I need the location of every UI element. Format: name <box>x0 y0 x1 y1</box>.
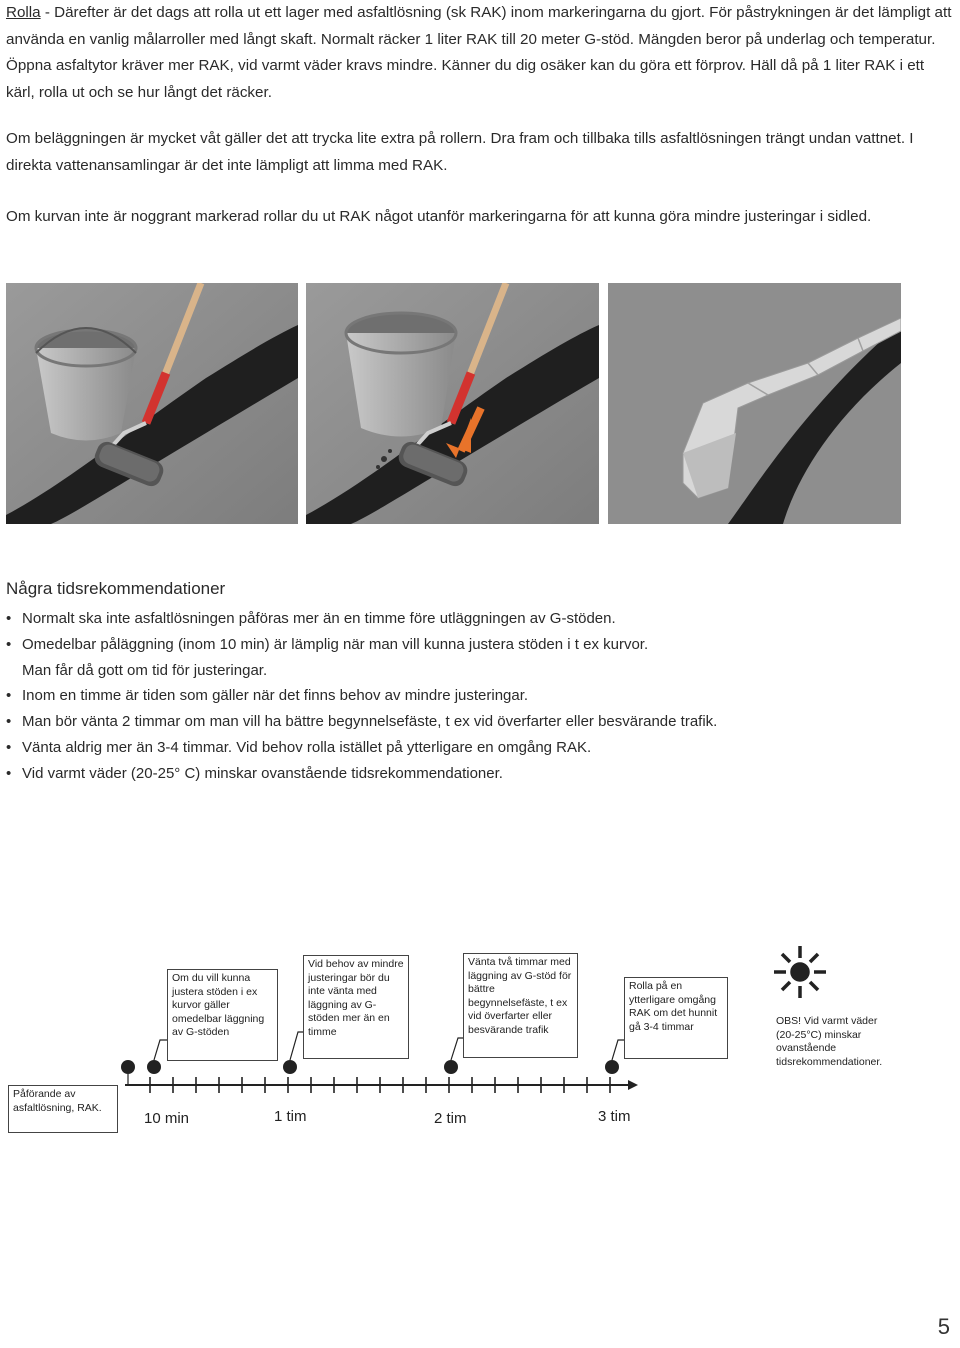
recommendations-list <box>6 606 954 787</box>
curb-support-illustration <box>608 283 901 524</box>
list-item-text: Man bör vänta 2 timmar om man vill ha bättre begynnelsefäste, t ex vid överfarter eller besvärande trafik. <box>22 713 718 731</box>
list-item <box>6 683 954 709</box>
list-item-text: Normalt ska inte asfaltlösningen påföras mer än en timme före utläggningen av G-stöden. <box>22 610 616 627</box>
list-item <box>6 709 954 735</box>
callout-one-hour: Vid behov av mindre justeringar bör du inte vänta med läggning av G-stöden mer än en timme <box>303 955 409 1059</box>
tick-label-3tim: 3 tim <box>598 1108 631 1125</box>
callout-immediate: Om du vill kunna justera stöden i ex kurvor gäller omedelbar läggning av G-stöden <box>167 969 278 1061</box>
timeline-markers <box>121 1060 619 1074</box>
list-item <box>6 761 954 787</box>
list-item-text: Vänta aldrig mer än 3-4 timmar. Vid behov rolla istället på ytterligare en omgång RAK. <box>22 738 592 756</box>
list-item-continuation: Man får då gott om tid för justeringar. <box>22 661 268 679</box>
timeline-arrowhead <box>628 1080 638 1090</box>
tick-label-1tim: 1 tim <box>274 1108 307 1125</box>
recommendations-heading: Några tidsrekommendationer <box>6 579 226 598</box>
list-item <box>6 735 954 761</box>
intro-title: Rolla <box>6 4 41 21</box>
tick-label-10min: 10 min <box>144 1110 190 1127</box>
bucket-roller-illustration <box>6 283 298 524</box>
callout-rak-application: Påförande av asfaltlösning, RAK. <box>8 1085 118 1133</box>
bucket-roller-pressing-illustration <box>306 283 599 524</box>
tick-label-2tim: 2 tim <box>434 1110 467 1127</box>
list-item-text: Inom en timme är tiden som gäller när det finns behov av mindre justeringar. <box>22 687 529 705</box>
intro-paragraph <box>6 0 954 106</box>
callout-two-hours: Vänta två timmar med läggning av G-stöd för bättre begynnelsefäste, t ex vid överfarter eller besvärande trafik <box>463 953 578 1058</box>
wet-surface-paragraph: Om beläggningen är mycket våt gäller det att trycka lite extra på rollern. Dra fram och tillbaka tills asfaltlösningen trängt undan vattnet. I direkta vattenansamlingar är det inte lämpligt att limma med RAK. <box>6 130 914 174</box>
sun-icon <box>774 946 826 998</box>
timeline-ticks <box>150 1077 610 1093</box>
obs-note: OBS! Vid varmt väder (20-25°C) minskar ovanstående tidsrekommendationer. <box>776 1015 883 1068</box>
list-item <box>6 632 954 684</box>
list-item-text: Omedelbar påläggning (inom 10 min) är lämplig när man vill kunna justera stöden i t ex kurvor. <box>22 635 649 653</box>
list-item-text: Vid varmt väder (20-25° C) minskar ovanstående tidsrekommendationer. <box>22 764 503 782</box>
intro-text: - Därefter är det dags att rolla ut ett lager med asfaltlösning (sk RAK) inom markeringarna du gjort. För påstrykningen är det lämpligt att använda en vanlig målarroller med långt skaft. Normalt räcker 1 liter RAK till 20 meter G-stöd. Mängden beror på underlag och temperatur. Öppna asfaltytor kräver mer RAK, vid varmt väder kravs mindre. Känner du dig osäker kan du göra ett förprov. Häll då på 1 liter RAK i ett kärl, rolla ut och se hur långt det räcker. <box>6 4 952 101</box>
curve-paragraph: Om kurvan inte är noggrant markerad rollar du ut RAK något utanför markeringarna för att kunna göra mindre justeringar i sidled. <box>6 208 872 225</box>
list-item <box>6 606 954 632</box>
callout-three-four-hours: Rolla på en ytterligare omgång RAK om det hunnit gå 3-4 timmar <box>624 977 728 1059</box>
page-number: 5 <box>937 1314 950 1339</box>
